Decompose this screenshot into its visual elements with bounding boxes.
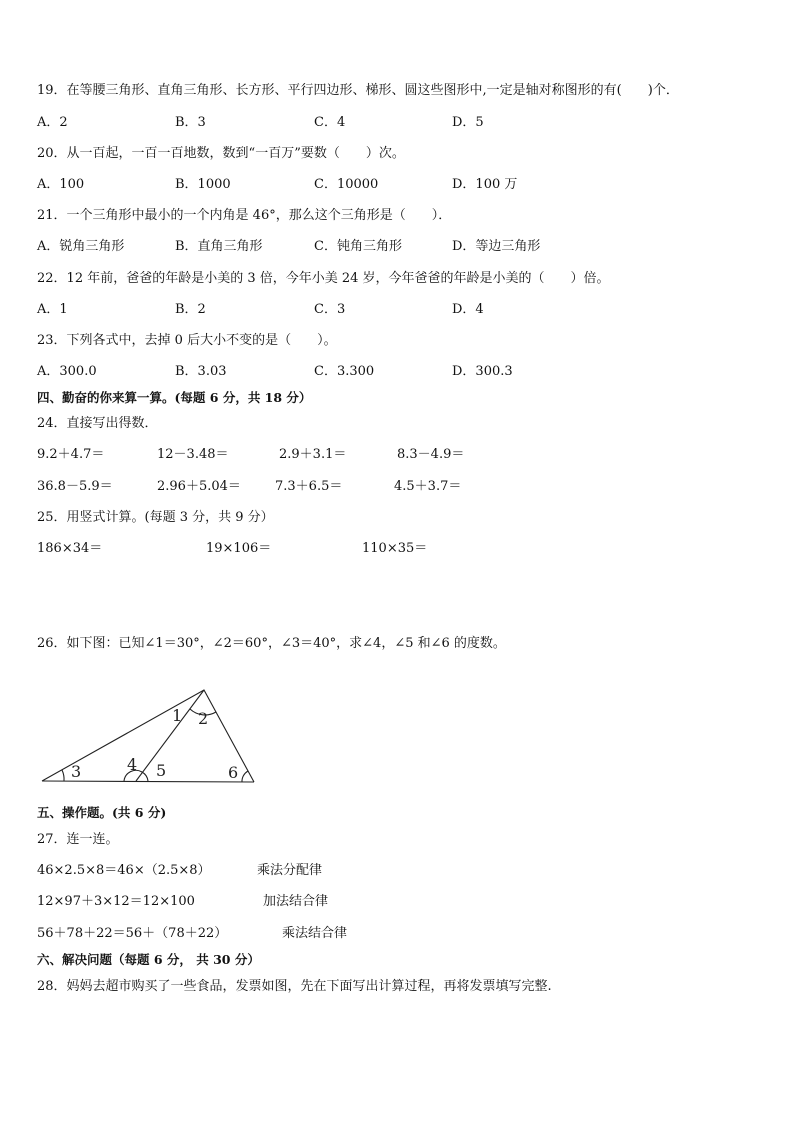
section6-heading: 六、解决问题（每题 6 分， 共 30 分）: [37, 952, 260, 967]
angle-label-2: 2: [198, 709, 209, 728]
q24-r2-c1: 36.8－5.9＝: [37, 479, 113, 494]
q27-right-3: 乘法结合律: [282, 926, 348, 941]
q26-stem: 26．如下图：已知∠1＝30°，∠2＝60°，∠3＝40°，求∠4，∠5 和∠6 的度数。: [37, 636, 506, 651]
angle-3-arc: [62, 770, 64, 781]
q24-r2-c4: 4.5＋3.7＝: [394, 479, 462, 494]
q21-option-b: B．直角三角形: [175, 239, 263, 254]
q20-option-d: D．100 万: [452, 177, 518, 192]
q19-option-b: B．3: [175, 115, 206, 130]
triangle-inner-segment: [136, 690, 204, 781]
angle-6-arc: [242, 771, 248, 782]
q25-stem: 25．用竖式计算。(每题 3 分，共 9 分）: [37, 510, 274, 525]
q24-r2-c3: 7.3＋6.5＝: [275, 479, 343, 494]
angle-label-1: 1: [172, 706, 183, 725]
q24-r1-c3: 2.9＋3.1＝: [279, 447, 347, 462]
q27-stem: 27．连一连。: [37, 832, 119, 847]
q24-r1-c1: 9.2＋4.7＝: [37, 447, 105, 462]
q25-item-1: 186×34＝: [37, 541, 103, 556]
q27-left-1: 46×2.5×8＝46×（2.5×8）: [37, 863, 211, 878]
angle-5-arc: [142, 772, 148, 781]
q22-stem: 22．12 年前，爸爸的年龄是小美的 3 倍，今年小美 24 岁，今年爸爸的年龄是小美的（ ）倍。: [37, 271, 610, 286]
q20-option-c: C．10000: [314, 177, 379, 192]
q22-option-a: A．1: [37, 302, 68, 317]
q27-left-2: 12×97＋3×12＝12×100: [37, 894, 195, 909]
angle-label-4: 4: [127, 755, 138, 774]
q28-stem: 28．妈妈去超市购买了一些食品，发票如图，先在下面写出计算过程，再将发票填写完整.: [37, 979, 552, 994]
section4-heading: 四、勤奋的你来算一算。(每题 6 分，共 18 分）: [37, 390, 312, 405]
q25-item-3: 110×35＝: [362, 541, 428, 556]
q27-right-2: 加法结合律: [263, 894, 329, 909]
q24-r1-c2: 12－3.48＝: [157, 447, 229, 462]
q24-stem: 24．直接写出得数．: [37, 416, 158, 431]
q19-option-a: A．2: [37, 115, 68, 130]
q19-stem: 19．在等腰三角形、直角三角形、长方形、平行四边形、梯形、圆这些图形中,一定是轴对称图形的有( )个．: [37, 83, 679, 98]
q19-option-c: C．4: [314, 115, 346, 130]
q25-item-2: 19×106＝: [206, 541, 272, 556]
q23-option-a: A．300.0: [37, 364, 97, 379]
q21-option-c: C．钝角三角形: [314, 239, 402, 254]
angle-label-5: 5: [156, 761, 167, 780]
q20-option-a: A．100: [37, 177, 85, 192]
q23-option-c: C．3.300: [314, 364, 375, 379]
q19-option-d: D．5: [452, 115, 484, 130]
q27-left-3: 56＋78＋22＝56＋（78＋22）: [37, 926, 228, 941]
q21-stem: 21．一个三角形中最小的一个内角是 46°，那么这个三角形是（ ）．: [37, 208, 452, 223]
triangle-base: [42, 781, 254, 782]
q22-option-d: D．4: [452, 302, 484, 317]
q21-option-a: A．锐角三角形: [37, 239, 125, 254]
q22-option-c: C．3: [314, 302, 346, 317]
q24-r1-c4: 8.3－4.9＝: [397, 447, 465, 462]
q23-stem: 23．下列各式中，去掉 0 后大小不变的是（ ）。: [37, 333, 337, 348]
angle-label-3: 3: [71, 762, 82, 781]
q21-option-d: D．等边三角形: [452, 239, 541, 254]
q22-option-b: B．2: [175, 302, 206, 317]
q27-right-1: 乘法分配律: [257, 863, 323, 878]
q20-option-b: B．1000: [175, 177, 231, 192]
angle-label-6: 6: [228, 763, 239, 782]
q20-stem: 20．从一百起，一百一百地数，数到“一百万”要数（ ）次。: [37, 146, 405, 161]
section5-heading: 五、操作题。(共 6 分): [37, 805, 167, 820]
q23-option-d: D．300.3: [452, 364, 513, 379]
q23-option-b: B．3.03: [175, 364, 227, 379]
q24-r2-c2: 2.96＋5.04＝: [157, 479, 241, 494]
